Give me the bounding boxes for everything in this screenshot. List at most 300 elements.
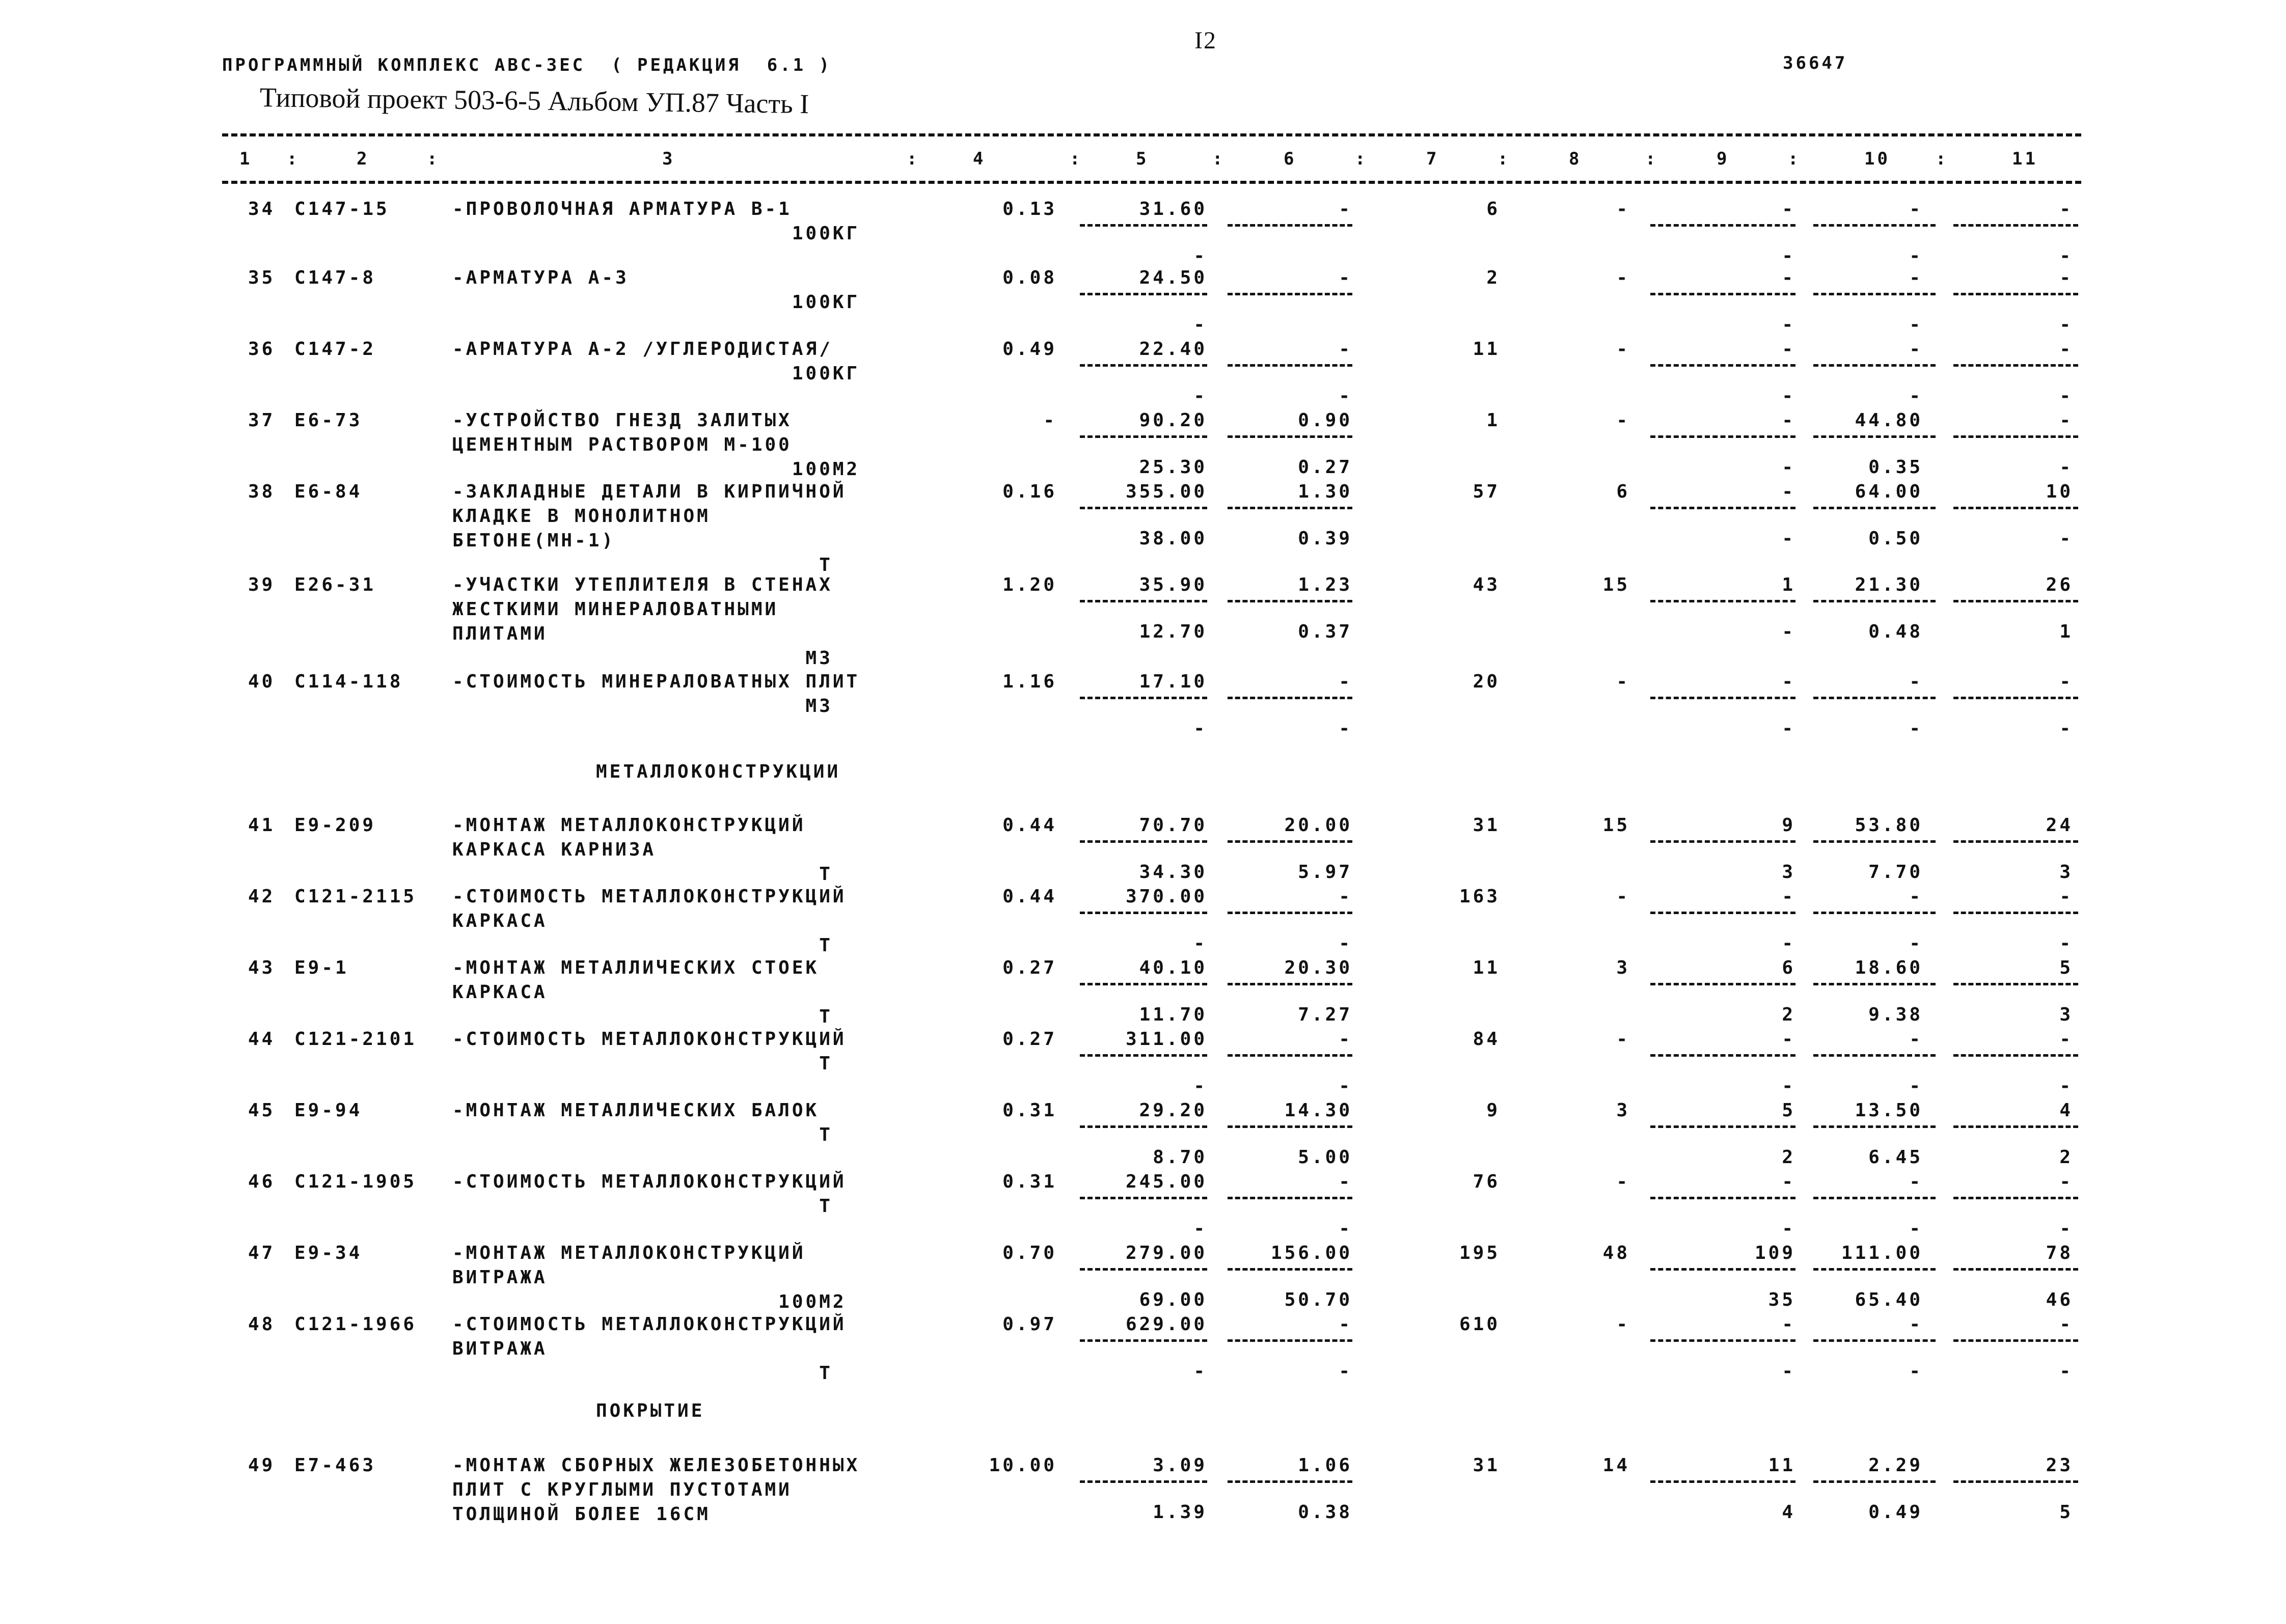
col7-value: 31	[1473, 1455, 1500, 1476]
col5-value: 22.40	[1139, 339, 1207, 360]
cell-divider	[1228, 293, 1352, 295]
col6-sub-value: -	[1339, 1361, 1352, 1382]
column-header-7: 7	[1426, 149, 1439, 169]
cell-divider	[1228, 1125, 1352, 1128]
cell-divider	[1813, 1054, 1936, 1057]
col10-value: 44.80	[1855, 410, 1923, 431]
col11-value: 4	[2059, 1100, 2073, 1121]
row-description: -СТОИМОСТЬ МИНЕРАЛОВАТНЫХ ПЛИТ	[452, 671, 860, 692]
col5-sub-value: 12.70	[1139, 621, 1207, 642]
col8-value: 15	[1602, 574, 1630, 595]
col6-sub-value: -	[1339, 1218, 1352, 1239]
col11-sub-value: -	[2059, 528, 2073, 549]
cell-divider	[1650, 1480, 1795, 1483]
col5-sub-value: 25.30	[1139, 457, 1207, 478]
col5-value: 31.60	[1139, 199, 1207, 219]
row-description: М3	[452, 696, 833, 717]
col6-sub-value: 0.27	[1298, 457, 1352, 478]
row-code: С147-2	[294, 339, 376, 360]
col9-value: 9	[1782, 815, 1795, 836]
row-number: 48	[248, 1314, 276, 1335]
row-description: КАРКАСА	[452, 911, 548, 931]
col10-value: -	[1909, 1314, 1923, 1335]
col11-value: -	[2059, 267, 2073, 288]
col7-value: 84	[1473, 1029, 1500, 1050]
cell-divider	[1228, 1480, 1352, 1483]
document-code: 36647	[1783, 53, 1848, 73]
col5-value: 29.20	[1139, 1100, 1207, 1121]
cell-divider	[1080, 1197, 1207, 1199]
col4-value: 0.49	[1002, 339, 1057, 360]
row-description: ЦЕМЕНТНЫМ РАСТВОРОМ М-100	[452, 434, 792, 455]
row-description: Т	[452, 1124, 833, 1145]
page-number: I2	[1194, 27, 1217, 54]
column-header-5: 5	[1136, 149, 1149, 169]
col10-sub-value: -	[1909, 1361, 1923, 1382]
col7-value: 6	[1486, 199, 1500, 219]
col11-sub-value: -	[2059, 1361, 2073, 1382]
row-number: 42	[248, 886, 276, 907]
col8-value: -	[1616, 1029, 1630, 1050]
row-number: 46	[248, 1171, 276, 1192]
row-number: 49	[248, 1455, 276, 1476]
row-code: Е9-209	[294, 815, 376, 836]
row-description: -СТОИМОСТЬ МЕТАЛЛОКОНСТРУКЦИЙ	[452, 1029, 847, 1050]
row-description: КАРКАСА КАРНИЗА	[452, 839, 657, 860]
col9-value: -	[1782, 1171, 1795, 1192]
col9-sub-value: 2	[1782, 1004, 1795, 1025]
col11-sub-value: -	[2059, 386, 2073, 406]
row-description: 100КГ	[452, 292, 860, 313]
col9-sub-value: 2	[1782, 1147, 1795, 1168]
col9-value: 11	[1768, 1455, 1795, 1476]
row-description: 100КГ	[452, 363, 860, 384]
cell-divider	[1813, 912, 1936, 914]
cell-divider	[1813, 224, 1936, 227]
col5-value: 17.10	[1139, 671, 1207, 692]
col10-value: 21.30	[1855, 574, 1923, 595]
col11-sub-value: -	[2059, 457, 2073, 478]
col7-value: 11	[1473, 957, 1500, 978]
col6-value: -	[1339, 886, 1352, 907]
row-code: Е6-84	[294, 481, 363, 502]
row-description: ВИТРАЖА	[452, 1338, 548, 1359]
column-separator: :	[1355, 149, 1368, 169]
col4-value: 0.27	[1002, 1029, 1057, 1050]
row-code: Е9-94	[294, 1100, 363, 1121]
cell-divider	[1080, 293, 1207, 295]
cell-divider	[1813, 697, 1936, 699]
cell-divider	[1953, 364, 2078, 367]
column-header-1: 1	[239, 149, 253, 169]
cell-divider	[1813, 507, 1936, 509]
col5-sub-value: -	[1193, 1218, 1207, 1239]
col5-value: 311.00	[1125, 1029, 1207, 1050]
col4-value: 10.00	[989, 1455, 1057, 1476]
col6-sub-value: 0.38	[1298, 1502, 1352, 1523]
row-code: С147-15	[294, 199, 390, 219]
col10-value: 2.29	[1868, 1455, 1923, 1476]
col10-sub-value: -	[1909, 1076, 1923, 1096]
row-description: БЕТОНЕ(МН-1)	[452, 530, 616, 551]
col11-value: -	[2059, 199, 2073, 219]
col10-sub-value: -	[1909, 1218, 1923, 1239]
cell-divider	[1650, 1054, 1795, 1057]
cell-divider	[1953, 435, 2078, 438]
col9-sub-value: -	[1782, 718, 1795, 739]
col6-sub-value: -	[1339, 386, 1352, 406]
col8-value: -	[1616, 410, 1630, 431]
col9-sub-value: -	[1782, 621, 1795, 642]
col9-value: -	[1782, 267, 1795, 288]
col4-value: 0.97	[1002, 1314, 1057, 1335]
col4-value: 0.31	[1002, 1100, 1057, 1121]
row-code: С147-8	[294, 267, 376, 288]
cell-divider	[1953, 507, 2078, 509]
row-number: 35	[248, 267, 276, 288]
col11-value: 78	[2046, 1243, 2073, 1263]
cell-divider	[1228, 1268, 1352, 1271]
col10-sub-value: -	[1909, 933, 1923, 954]
row-description: 100М2	[452, 459, 860, 480]
row-code: С121-2115	[294, 886, 417, 907]
col9-sub-value: -	[1782, 933, 1795, 954]
col10-value: 13.50	[1855, 1100, 1923, 1121]
col5-sub-value: -	[1193, 1076, 1207, 1096]
cell-divider	[1080, 983, 1207, 985]
column-separator: :	[1070, 149, 1083, 169]
col7-value: 163	[1459, 886, 1500, 907]
col10-value: 53.80	[1855, 815, 1923, 836]
column-separator: :	[1212, 149, 1226, 169]
col5-sub-value: 38.00	[1139, 528, 1207, 549]
col4-value: 0.44	[1002, 886, 1057, 907]
column-header-9: 9	[1717, 149, 1730, 169]
cell-divider	[1813, 293, 1936, 295]
cell-divider	[1228, 224, 1352, 227]
col8-value: -	[1616, 886, 1630, 907]
col11-sub-value: -	[2059, 718, 2073, 739]
col4-value: 0.31	[1002, 1171, 1057, 1192]
col6-sub-value: 0.39	[1298, 528, 1352, 549]
col9-value: -	[1782, 671, 1795, 692]
col6-value: 1.06	[1298, 1455, 1352, 1476]
col11-sub-value: -	[2059, 933, 2073, 954]
row-description: Т	[452, 555, 833, 575]
col4-value: 0.27	[1002, 957, 1057, 978]
col5-sub-value: -	[1193, 386, 1207, 406]
row-description: Т	[452, 1363, 833, 1384]
col9-value: -	[1782, 339, 1795, 360]
col7-value: 9	[1486, 1100, 1500, 1121]
col6-sub-value: 50.70	[1284, 1289, 1352, 1310]
row-number: 37	[248, 410, 276, 431]
col4-value: 0.70	[1002, 1243, 1057, 1263]
col5-value: 90.20	[1139, 410, 1207, 431]
cell-divider	[1953, 1197, 2078, 1199]
row-number: 36	[248, 339, 276, 360]
row-description: Т	[452, 1196, 833, 1217]
cell-divider	[1650, 1197, 1795, 1199]
project-title: Типовой проект 503-6-5 Альбом УП.87 Часть I	[259, 82, 809, 120]
cell-divider	[1228, 840, 1352, 843]
col8-value: 3	[1616, 1100, 1630, 1121]
col11-sub-value: 46	[2046, 1289, 2073, 1310]
col6-value: 1.23	[1298, 574, 1352, 595]
row-description: -УСТРОЙСТВО ГНЕЗД ЗАЛИТЫХ	[452, 410, 792, 431]
col9-value: -	[1782, 1029, 1795, 1050]
col4-value: 0.16	[1002, 481, 1057, 502]
row-number: 40	[248, 671, 276, 692]
row-number: 34	[248, 199, 276, 219]
row-description: -МОНТАЖ СБОРНЫХ ЖЕЛЕЗОБЕТОННЫХ	[452, 1455, 860, 1476]
col8-value: 48	[1602, 1243, 1630, 1263]
col11-value: 5	[2059, 957, 2073, 978]
col9-value: -	[1782, 481, 1795, 502]
row-number: 45	[248, 1100, 276, 1121]
col10-value: -	[1909, 199, 1923, 219]
cell-divider	[1953, 840, 2078, 843]
col9-sub-value: 3	[1782, 862, 1795, 883]
row-description: -ЗАКЛАДНЫЕ ДЕТАЛИ В КИРПИЧНОЙ	[452, 481, 847, 502]
cell-divider	[1650, 912, 1795, 914]
cell-divider	[1813, 364, 1936, 367]
col5-value: 40.10	[1139, 957, 1207, 978]
cell-divider	[1650, 697, 1795, 699]
cell-divider	[1650, 1125, 1795, 1128]
col6-value: 20.00	[1284, 815, 1352, 836]
cell-divider	[1080, 435, 1207, 438]
cell-divider	[1650, 1339, 1795, 1342]
col6-sub-value: 5.00	[1298, 1147, 1352, 1168]
col8-value: -	[1616, 199, 1630, 219]
cell-divider	[1953, 1480, 2078, 1483]
row-description: Т	[452, 1053, 833, 1074]
col5-value: 629.00	[1125, 1314, 1207, 1335]
cell-divider	[1650, 1268, 1795, 1271]
col9-sub-value: -	[1782, 245, 1795, 266]
row-description: ЖЕСТКИМИ МИНЕРАЛОВАТНЫМИ	[452, 599, 779, 620]
row-number: 43	[248, 957, 276, 978]
cell-divider	[1228, 697, 1352, 699]
row-code: С121-1966	[294, 1314, 417, 1335]
column-separator: :	[1645, 149, 1658, 169]
col10-value: 111.00	[1841, 1243, 1923, 1263]
col5-sub-value: -	[1193, 933, 1207, 954]
col11-value: -	[2059, 1171, 2073, 1192]
column-header-10: 10	[1864, 149, 1890, 169]
col10-value: -	[1909, 1171, 1923, 1192]
col10-sub-value: 0.48	[1868, 621, 1923, 642]
column-separator: :	[1498, 149, 1511, 169]
col8-value: 14	[1602, 1455, 1630, 1476]
col6-sub-value: 5.97	[1298, 862, 1352, 883]
cell-divider	[1080, 840, 1207, 843]
col5-sub-value: 11.70	[1139, 1004, 1207, 1025]
col10-value: -	[1909, 886, 1923, 907]
col9-value: 5	[1782, 1100, 1795, 1121]
cell-divider	[1228, 1339, 1352, 1342]
cell-divider	[1650, 364, 1795, 367]
cell-divider	[1813, 1268, 1936, 1271]
col10-sub-value: -	[1909, 386, 1923, 406]
col10-value: -	[1909, 671, 1923, 692]
row-number: 38	[248, 481, 276, 502]
col7-value: 1	[1486, 410, 1500, 431]
col6-sub-value: 7.27	[1298, 1004, 1352, 1025]
cell-divider	[1650, 840, 1795, 843]
col5-sub-value: 8.70	[1153, 1147, 1207, 1168]
col9-sub-value: 35	[1768, 1289, 1795, 1310]
row-description: Т	[452, 935, 833, 956]
cell-divider	[1813, 983, 1936, 985]
row-description: 100КГ	[452, 223, 860, 244]
cell-divider	[1080, 1480, 1207, 1483]
row-description: -МОНТАЖ МЕТАЛЛОКОНСТРУКЦИЙ	[452, 815, 806, 836]
col9-sub-value: -	[1782, 1361, 1795, 1382]
row-description: ТОЛЩИНОЙ БОЛЕЕ 16СМ	[452, 1504, 711, 1525]
col4-value: 1.20	[1002, 574, 1057, 595]
row-description: М3	[452, 648, 833, 669]
row-description: -ПРОВОЛОЧНАЯ АРМАТУРА В-1	[452, 199, 792, 219]
col8-value: 3	[1616, 957, 1630, 978]
col6-value: 0.90	[1298, 410, 1352, 431]
col4-value: 0.08	[1002, 267, 1057, 288]
col6-sub-value: -	[1339, 933, 1352, 954]
col11-sub-value: -	[2059, 1076, 2073, 1096]
col5-sub-value: -	[1193, 718, 1207, 739]
row-code: Е26-31	[294, 574, 376, 595]
cell-divider	[1953, 600, 2078, 602]
row-description: -МОНТАЖ МЕТАЛЛОКОНСТРУКЦИЙ	[452, 1243, 806, 1263]
col10-sub-value: 9.38	[1868, 1004, 1923, 1025]
col5-value: 355.00	[1125, 481, 1207, 502]
column-separator: :	[287, 149, 300, 169]
row-description: -МОНТАЖ МЕТАЛЛИЧЕСКИХ БАЛОК	[452, 1100, 820, 1121]
row-code: Е6-73	[294, 410, 363, 431]
col11-value: 10	[2046, 481, 2073, 502]
cell-divider	[1953, 1268, 2078, 1271]
cell-divider	[1080, 600, 1207, 602]
row-code: С114-118	[294, 671, 403, 692]
col8-value: -	[1616, 671, 1630, 692]
cell-divider	[1080, 912, 1207, 914]
col11-value: -	[2059, 671, 2073, 692]
col7-value: 11	[1473, 339, 1500, 360]
col10-sub-value: 0.49	[1868, 1502, 1923, 1523]
col7-value: 76	[1473, 1171, 1500, 1192]
col11-value: -	[2059, 410, 2073, 431]
col6-sub-value: -	[1339, 718, 1352, 739]
col6-sub-value: 0.37	[1298, 621, 1352, 642]
col11-value: -	[2059, 1314, 2073, 1335]
row-description: -СТОИМОСТЬ МЕТАЛЛОКОНСТРУКЦИЙ	[452, 1314, 847, 1335]
cell-divider	[1953, 1054, 2078, 1057]
col7-value: 20	[1473, 671, 1500, 692]
col5-value: 245.00	[1125, 1171, 1207, 1192]
row-description: КЛАДКЕ В МОНОЛИТНОМ	[452, 506, 711, 527]
row-description: -МОНТАЖ МЕТАЛЛИЧЕСКИХ СТОЕК	[452, 957, 820, 978]
cell-divider	[1813, 1339, 1936, 1342]
col6-value: 14.30	[1284, 1100, 1352, 1121]
row-description: -АРМАТУРА А-2 /УГЛЕРОДИСТАЯ/	[452, 339, 833, 360]
cell-divider	[1953, 293, 2078, 295]
col9-value: -	[1782, 410, 1795, 431]
col9-sub-value: -	[1782, 386, 1795, 406]
col9-sub-value: -	[1782, 528, 1795, 549]
column-header-3: 3	[662, 149, 675, 169]
row-number: 41	[248, 815, 276, 836]
col10-sub-value: 0.35	[1868, 457, 1923, 478]
col5-sub-value: 69.00	[1139, 1289, 1207, 1310]
col6-value: -	[1339, 1314, 1352, 1335]
row-description: 100М2	[452, 1291, 847, 1312]
col4-value: 1.16	[1002, 671, 1057, 692]
col11-sub-value: 1	[2059, 621, 2073, 642]
cell-divider	[1080, 1125, 1207, 1128]
col11-sub-value: 3	[2059, 862, 2073, 883]
col6-sub-value: -	[1339, 1076, 1352, 1096]
col9-sub-value: -	[1782, 1218, 1795, 1239]
col11-sub-value: -	[2059, 1218, 2073, 1239]
row-description: ПЛИТ С КРУГЛЫМИ ПУСТОТАМИ	[452, 1479, 792, 1500]
col5-value: 24.50	[1139, 267, 1207, 288]
column-header-8: 8	[1569, 149, 1582, 169]
cell-divider	[1813, 1125, 1936, 1128]
col7-value: 31	[1473, 815, 1500, 836]
col11-value: -	[2059, 1029, 2073, 1050]
col11-sub-value: -	[2059, 314, 2073, 335]
cell-divider	[1953, 697, 2078, 699]
col9-value: 109	[1754, 1243, 1795, 1263]
cell-divider	[1813, 1480, 1936, 1483]
cell-divider	[1080, 507, 1207, 509]
col5-value: 35.90	[1139, 574, 1207, 595]
row-code: С121-2101	[294, 1029, 417, 1050]
col9-value: -	[1782, 199, 1795, 219]
cell-divider	[1080, 1054, 1207, 1057]
col10-value: 64.00	[1855, 481, 1923, 502]
col5-sub-value: 34.30	[1139, 862, 1207, 883]
col5-value: 70.70	[1139, 815, 1207, 836]
section-heading: МЕТАЛЛОКОНСТРУКЦИИ	[596, 761, 841, 782]
cell-divider	[1953, 1125, 2078, 1128]
column-header-2: 2	[357, 149, 370, 169]
cell-divider	[1228, 364, 1352, 367]
row-code: Е7-463	[294, 1455, 376, 1476]
row-description: Т	[452, 864, 833, 885]
col10-value: -	[1909, 1029, 1923, 1050]
column-header-4: 4	[973, 149, 986, 169]
row-description: -СТОИМОСТЬ МЕТАЛЛОКОНСТРУКЦИЙ	[452, 886, 847, 907]
col11-sub-value: -	[2059, 245, 2073, 266]
col6-value: -	[1339, 1029, 1352, 1050]
cell-divider	[1228, 983, 1352, 985]
col9-sub-value: -	[1782, 314, 1795, 335]
row-description: КАРКАСА	[452, 982, 548, 1003]
col6-value: -	[1339, 339, 1352, 360]
cell-divider	[1228, 1197, 1352, 1199]
col6-value: 1.30	[1298, 481, 1352, 502]
col6-value: 20.30	[1284, 957, 1352, 978]
cell-divider	[1953, 224, 2078, 227]
cell-divider	[1650, 983, 1795, 985]
column-separator: :	[1788, 149, 1801, 169]
col6-value: -	[1339, 1171, 1352, 1192]
row-code: Е9-1	[294, 957, 349, 978]
row-description: -УЧАСТКИ УТЕПЛИТЕЛЯ В СТЕНАХ	[452, 574, 833, 595]
col9-value: 6	[1782, 957, 1795, 978]
